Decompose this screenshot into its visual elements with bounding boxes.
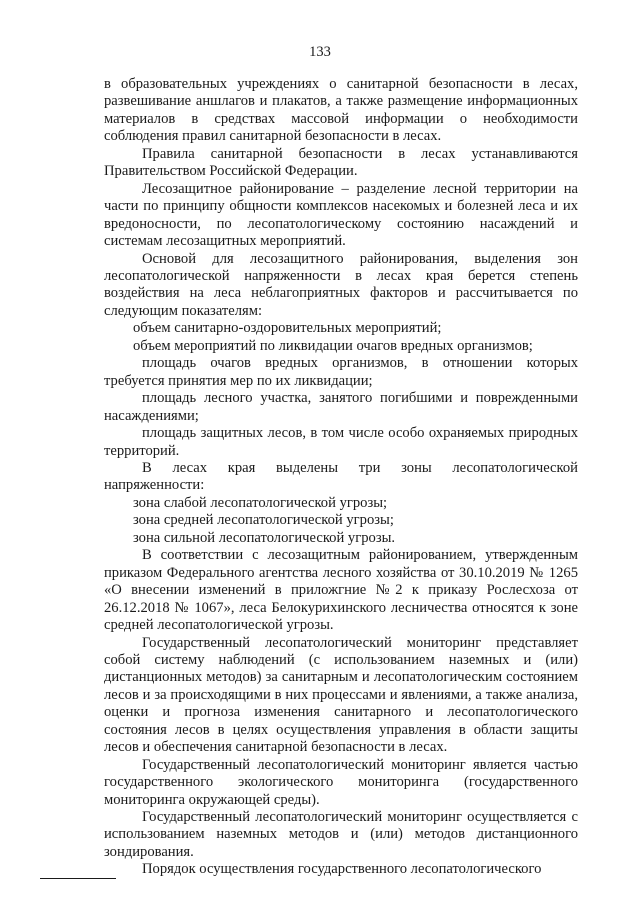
list-item: зона слабой лесопатологической угрозы; [133, 494, 388, 511]
paragraph: Правила санитарной безопасности в лесах устанавливаются Правительством Российской Федерации. [104, 145, 578, 180]
paragraph: в образовательных учреждениях о санитарной безопасности в лесах, развешивание аншлагов и плакатов, а также размещение информационных материалов в средствах массовой информации о необходимости соблюдения правил санитарной безопасности в лесах. [104, 76, 578, 145]
document-body [104, 76, 578, 879]
paragraph: Порядок осуществления государственного лесопатологического [142, 861, 542, 878]
list-item: объем мероприятий по ликвидации очагов вредных организмов; [133, 337, 533, 354]
list-item: зона средней лесопатологической угрозы; [133, 512, 394, 529]
paragraph: Государственный лесопатологический мониторинг осуществляется с использованием наземных методов и (или) методов дистанционного зондирования. [104, 809, 578, 860]
footnote-divider [40, 878, 116, 879]
list-item: площадь очагов вредных организмов, в отношении которых требуется принятия мер по их ликвидации; [104, 355, 578, 389]
paragraph: Государственный лесопатологический мониторинг представляет собой систему наблюдений (с использованием наземных и (или) дистанционных методов) за санитарным и лесопатологическим состоянием лесов и за происходящими в них процессами и явлениями, а также анализа, оценки и прогноза изменения санитарного и лесопатологического состояния лесов в целях осуществления управления в области защиты лесов и обеспечения санитарной безопасности в лесах. [104, 634, 578, 756]
paragraph: Государственный лесопатологический мониторинг является частью государственного экологического мониторинга (государственного мониторинга окружающей среды). [104, 756, 578, 808]
page-number: 133 [309, 44, 331, 60]
paragraph: В соответствии с лесозащитным районированием, утвержденным приказом Федерального агентства лесного хозяйства от 30.10.2019 № 1265 «О внесении изменений в приложгние №2 к приказу Рослесхоза от 26.12.2018 № 1067», леса Белокурихинского лесничества относятся к зоне средней лесопатологической угрозы. [104, 547, 578, 634]
list-item: зона сильной лесопатологической угрозы. [133, 529, 396, 546]
paragraph: Основой для лесозащитного районирования, выделения зон лесопатологической напряженности в лесах края берется степень воздействия на леса неблагоприятных факторов и рассчитывается по следующим показателям: [104, 250, 578, 319]
list-item: объем санитарно-оздоровительных мероприятий; [133, 320, 442, 337]
list-item: площадь защитных лесов, в том числе особо охраняемых природных территорий. [104, 425, 578, 459]
paragraph: Лесозащитное районирование – разделение лесной территории на части по принципу общности комплексов насекомых и болезней леса и их вредоносности, по лесопатологическому состоянию насаждений и системам лесозащитных мероприятий. [104, 180, 578, 250]
list-item: площадь лесного участка, занятого погибшими и поврежденными насаждениями; [104, 390, 578, 424]
paragraph: В лесах края выделены три зоны лесопатологической напряженности: [104, 459, 578, 494]
